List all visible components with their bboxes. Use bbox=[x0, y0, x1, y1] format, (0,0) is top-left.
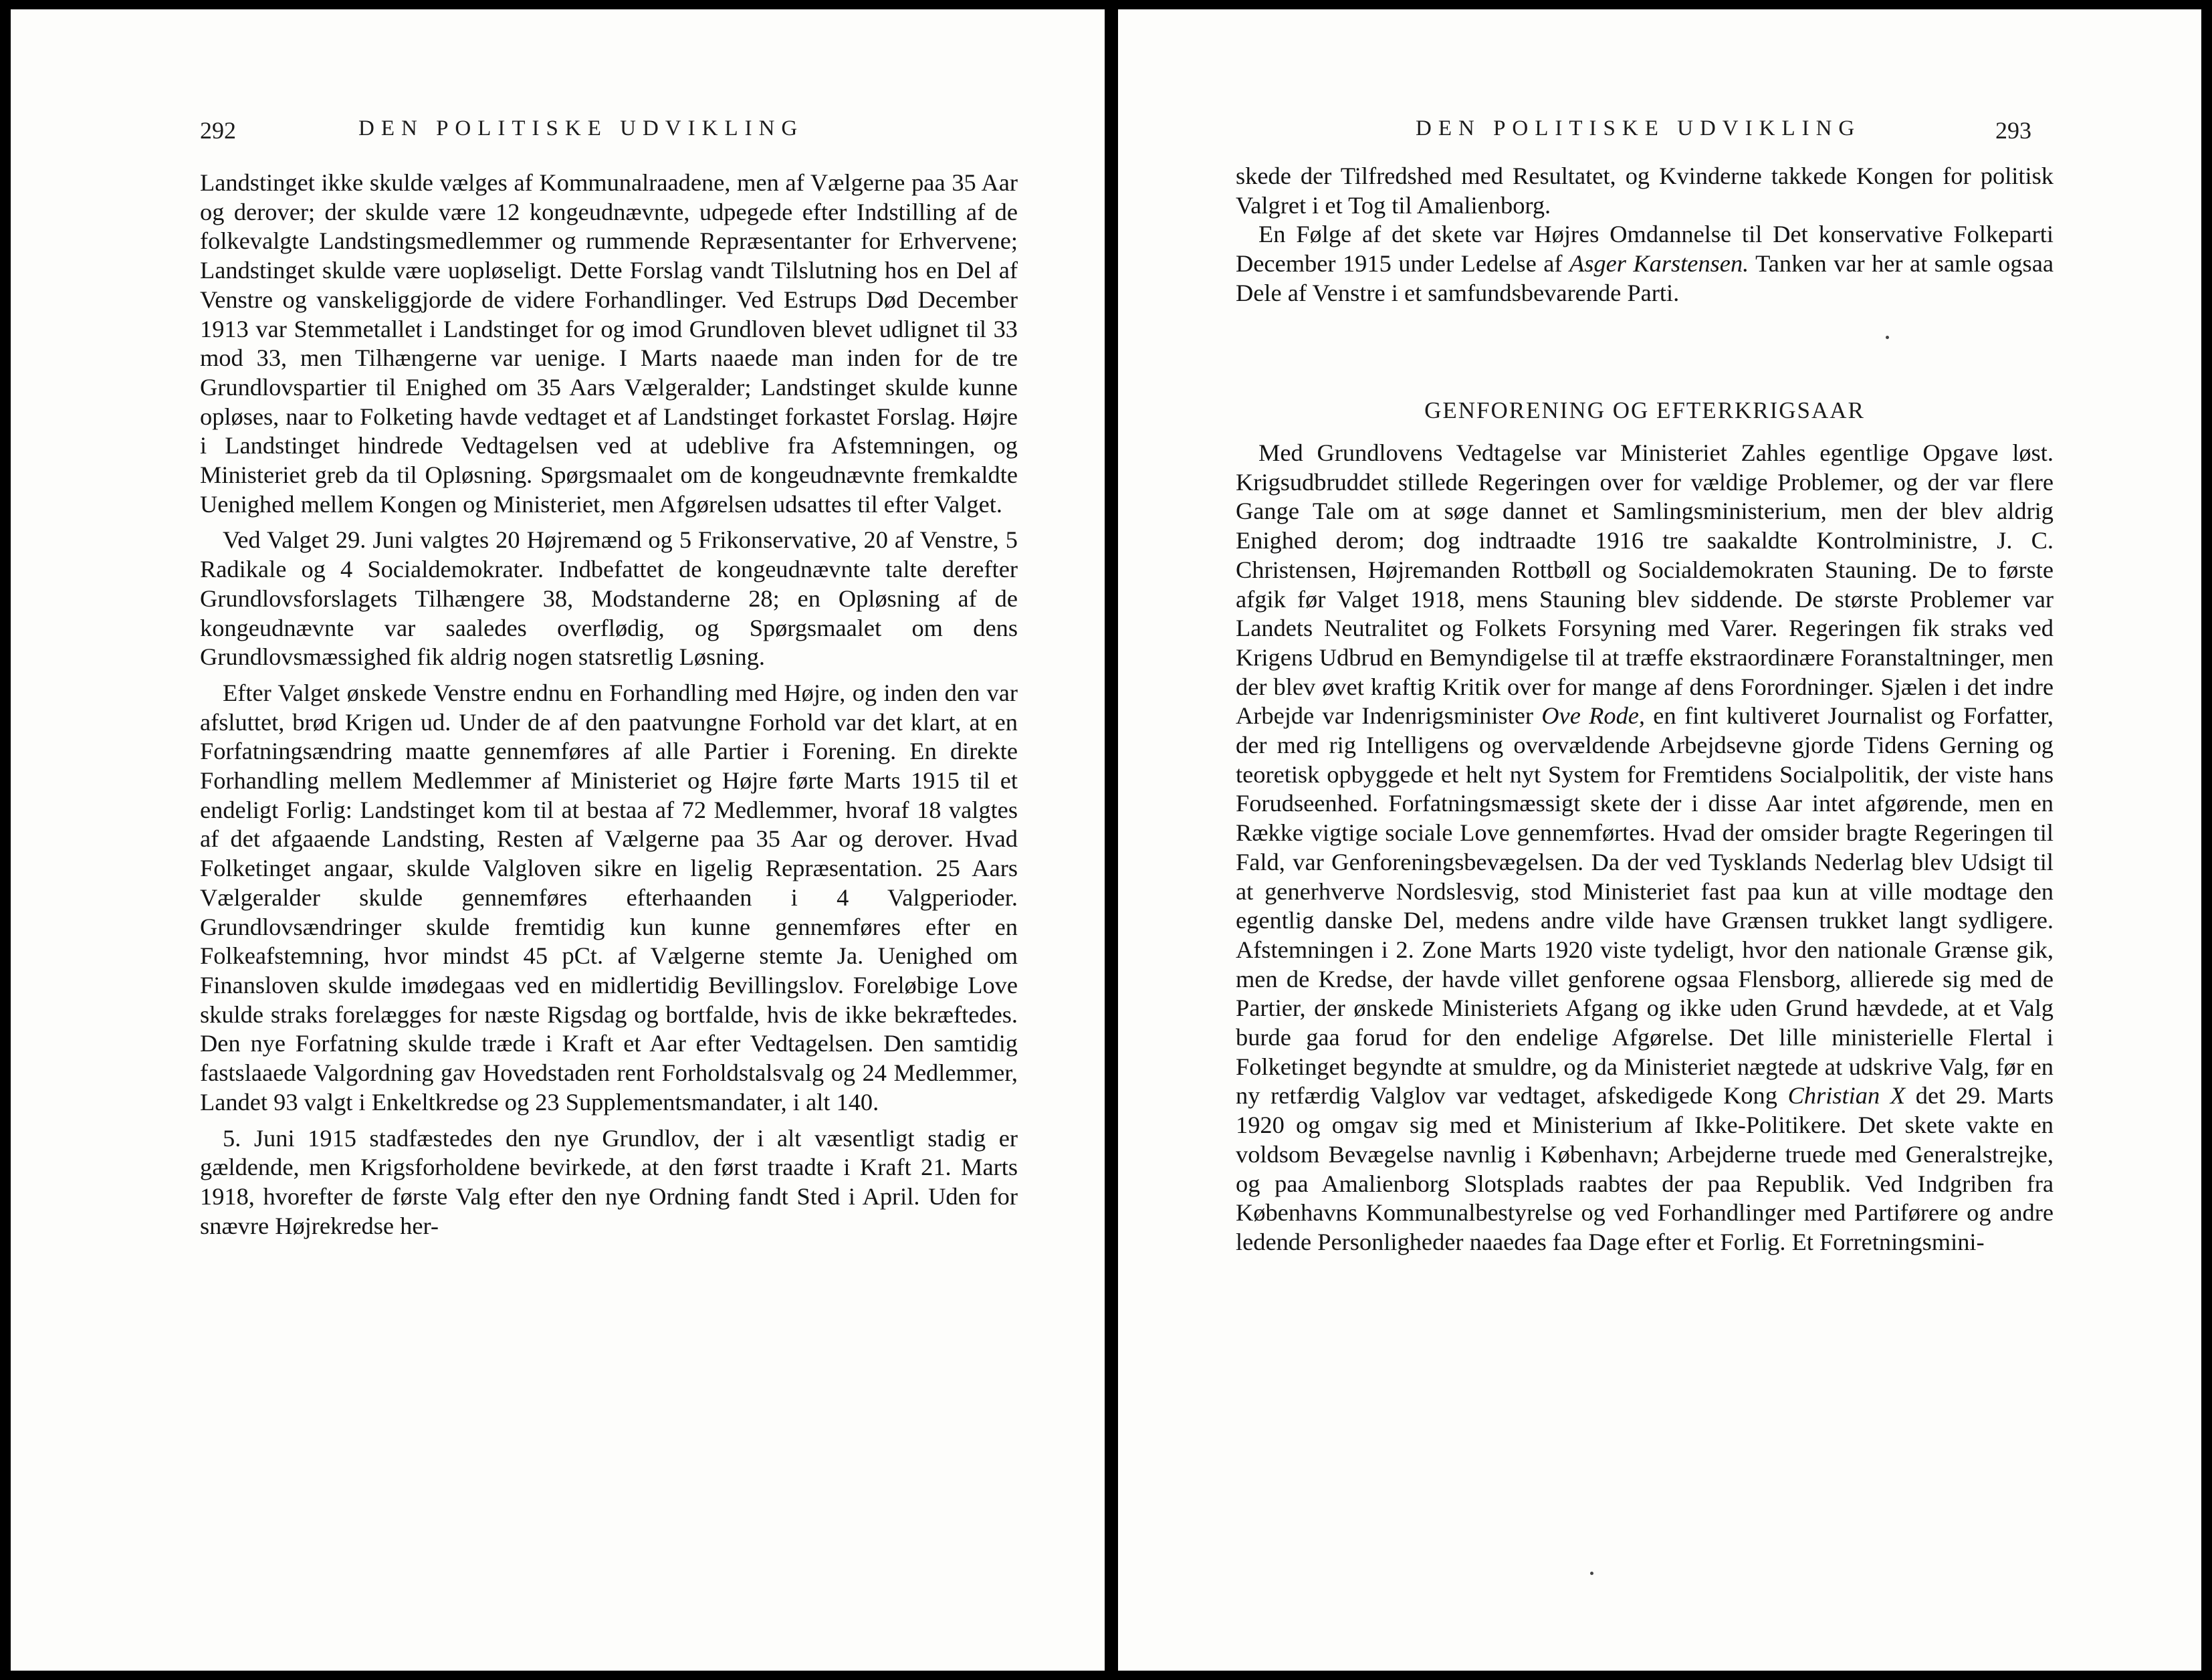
text-run: det 29. Marts 1920 og omgav sig med et Ministerium af Ikke-Politikere. Det skete vakte en voldsom Bevægelse navnlig i København; Arbejderne truede med Generalstrejke, og paa Amalienborg Slotsplads raabtes der paa Republik. Ved Indgriben fra Københavns Kommunalbestyrelse og ved Forhandlinger med Partiførere og andre ledende Personligheder naaedes faa Dage efter et Forlig. Et Forretningsmini- bbox=[1236, 1082, 2054, 1255]
person-name: Asger Karstensen. bbox=[1569, 250, 1749, 278]
speck bbox=[1886, 336, 1889, 339]
section-heading: GENFORENING OG EFTERKRIGSAAR bbox=[1424, 397, 1865, 423]
speck bbox=[1590, 1572, 1593, 1575]
paragraph: Efter Valget ønskede Venstre endnu en Forhandling med Højre, og inden den var afsluttet, brød Krigen ud. Under de af den paatvungne Forhold var det klart, at en Forfatningsændring maatte gennemføres af alle Partier i Forening. En direkte Forhandling mellem Medlemmer af Ministeriet og Højre førte Marts 1915 til et endeligt Forlig: Landstinget kom til at bestaa af 72 Medlemmer, hvoraf 18 valgtes af det afgaaende Landsting, Resten af Vælgerne paa 35 Aar og derover. Hvad Folketinget angaar, skulde Valgloven sikre en ligelig Repræsentation. 25 Aars Vælgeralder skulde gennemføres efterhaanden i 4 Valgperioder. Grundlovsændringer skulde fremtidig kun kunne gennemføres efter en Folkeafstemning, hvor mindst 45 pCt. af Vælgerne stemte Ja. Uenighed om Finansloven skulde imødegaas ved en midlertidig Bevillingslov. Foreløbige Love skulde straks forelægges for næste Rigsdag og bortfalde, hvis de ikke bekræftedes. Den nye Forfatning skulde træde i Kraft et Aar efter Vedtagelsen. Den samtidig fastslaaede Valgordning gav Hovedstaden rent Forholdstalsvalg og 24 Medlemmer, Landet 93 valgt i Enkeltkredse og 23 Supplementsmandater, i alt 140. bbox=[200, 679, 1018, 1116]
text-run: Tanken var her at samle ogsaa Dele af Venstre i et samfundsbevarende Parti. bbox=[1236, 250, 2054, 306]
page-number: 292 bbox=[200, 117, 236, 144]
text-run: en fint kultiveret Journalist og Forfatter, der med rig Intelligens og overvældende Arbejdsevne gjorde Tidens Gerning og teoretisk opbyggede et helt nyt System for Fremtidens Socialpolitik, der viste hans Forudseenhed. Forfatningsmæssigt skete der i disse Aar intet afgørende, men en Række vigtige sociale Love gennemførtes. Hvad der omsider bragte Regeringen til Fald, var Genforeningsbevægelsen. Da der ved Tysklands Nederlag blev Udsigt til at generhverve Nordslesvig, stod Ministeriet fast paa kun at ville modtage den egentlig danske Del, medens andre vilde have Grænsen trukket langt sydligere. Afstemningen i 2. Zone Marts 1920 viste tydeligt, hvor den nationale Grænse gik, men de Kredse, der havde villet genforene ogsaa Flensborg, allierede sig med de Partier, der ønskede Ministeriets Afgang og ikke uden Grund hævdede, at et Valg burde gaa forud for den endelige Afgørelse. Det lille ministerielle Flertal i Folketinget begyndte at smuldre, og da Ministeriet nægtede at udskrive Valg, før en ny retfærdig Valglov var vedtaget, afskedigede Kong bbox=[1236, 702, 2054, 1110]
person-name: Ove Rode, bbox=[1541, 702, 1646, 730]
text-run: En Følge af det skete var Højres Omdannelse til Det konservative Folkeparti December 1915 under Ledelse af bbox=[1236, 221, 2054, 278]
paragraph bbox=[1236, 220, 2054, 308]
left-page bbox=[11, 9, 1105, 1671]
person-name: Christian X bbox=[1787, 1082, 1906, 1110]
body-text bbox=[200, 169, 1018, 1241]
paragraph: 5. Juni 1915 stadfæstedes den nye Grundlov, der i alt væsentligt stadig er gældende, men Krigsforholdene bevirkede, at den først traadte i Kraft 21. Marts 1918, hvorefter de første Valg efter den nye Ordning fandt Sted i April. Uden for snævre Højrekredse her- bbox=[200, 1124, 1018, 1239]
paragraph: Landstinget ikke skulde vælges af Kommunalraadene, men af Vælgerne paa 35 Aar og derover; der skulde være 12 kongeudnævnte, udpegede efter Indstilling af de folkevalgte Landstingsmedlemmer og rummende Repræsentanter for Erhvervene; Landstinget skulde være uopløseligt. Dette Forslag vandt Tilslutning hos en Del af Venstre og vanskeliggjorde de videre Forhandlinger. Ved Estrups Død December 1913 var Stemmetallet i Landstinget for og imod Grundloven blevet udlignet til 33 mod 33, men Tilhængerne var uenige. I Marts naaede man inden for de tre Grundlovspartier til Enighed om 35 Aars Vælgeralder; Landstinget skulde kunne opløses, naar to Folketing havde vedtaget et af Landstinget forkastet Forslag. Højre i Landstinget hindrede Vedtagelsen ved at udeblive fra Afstemningen, og Ministeriet greb da til Opløsning. Spørgsmaalet om de kongeudnævnte fremkaldte Uenighed mellem Kongen og Ministeriet, men Afgørelsen udsattes til efter Valget. bbox=[200, 169, 1018, 518]
right-page bbox=[1118, 9, 2201, 1671]
running-head: DEN POLITISKE UDVIKLING bbox=[358, 116, 804, 140]
text-run: Med Grundlovens Vedtagelse var Ministeriet Zahles egentlige Opgave løst. Krigsudbruddet stillede Regeringen over for vældige Problemer, og der var flere Gange Tale om at søge dannet et Samlingsministerium, men der blev aldrig Enighed derom; dog indtraadte 1916 tre saakaldte Kontrolministre, J. C. Christensen, Højremanden Rottbøll og Socialdemokraten Stauning. De to første afgik før Valget 1918, mens Stauning blev siddende. De største Problemer var Landets Neutralitet og Folkets Forsyning med Varer. Regeringen fik straks ved Krigens Udbrud en Bemyndigelse til at træffe ekstraordinære Foranstaltninger, men der blev øvet kraftig Kritik over for mange af dens Forordninger. Sjælen i det indre Arbejde var Indenrigsminister bbox=[1236, 439, 2054, 730]
paragraph: Ved Valget 29. Juni valgtes 20 Højremænd og 5 Frikonservative, 20 af Venstre, 5 Radikale og 4 Socialdemokrater. Indbefattet de kongeudnævnte talte derefter Grundlovsforslagets Tilhængere 38, Modstanderne 28; en Opløsning af de kongeudnævnte var saaledes overflødig, og Spørgsmaalet om dens Grundlovsmæssighed fik aldrig nogen statsretlig Løsning. bbox=[200, 526, 1018, 671]
body-text-top bbox=[1236, 162, 2054, 308]
page-number: 293 bbox=[1995, 117, 2031, 144]
paragraph: skede der Tilfredshed med Resultatet, og Kvinderne takkede Kongen for politisk Valgret i et Tog til Amalienborg. bbox=[1236, 163, 2054, 219]
running-head: DEN POLITISKE UDVIKLING bbox=[1416, 116, 1862, 140]
body-text bbox=[1236, 439, 2054, 1257]
paragraph bbox=[1236, 439, 2054, 1257]
